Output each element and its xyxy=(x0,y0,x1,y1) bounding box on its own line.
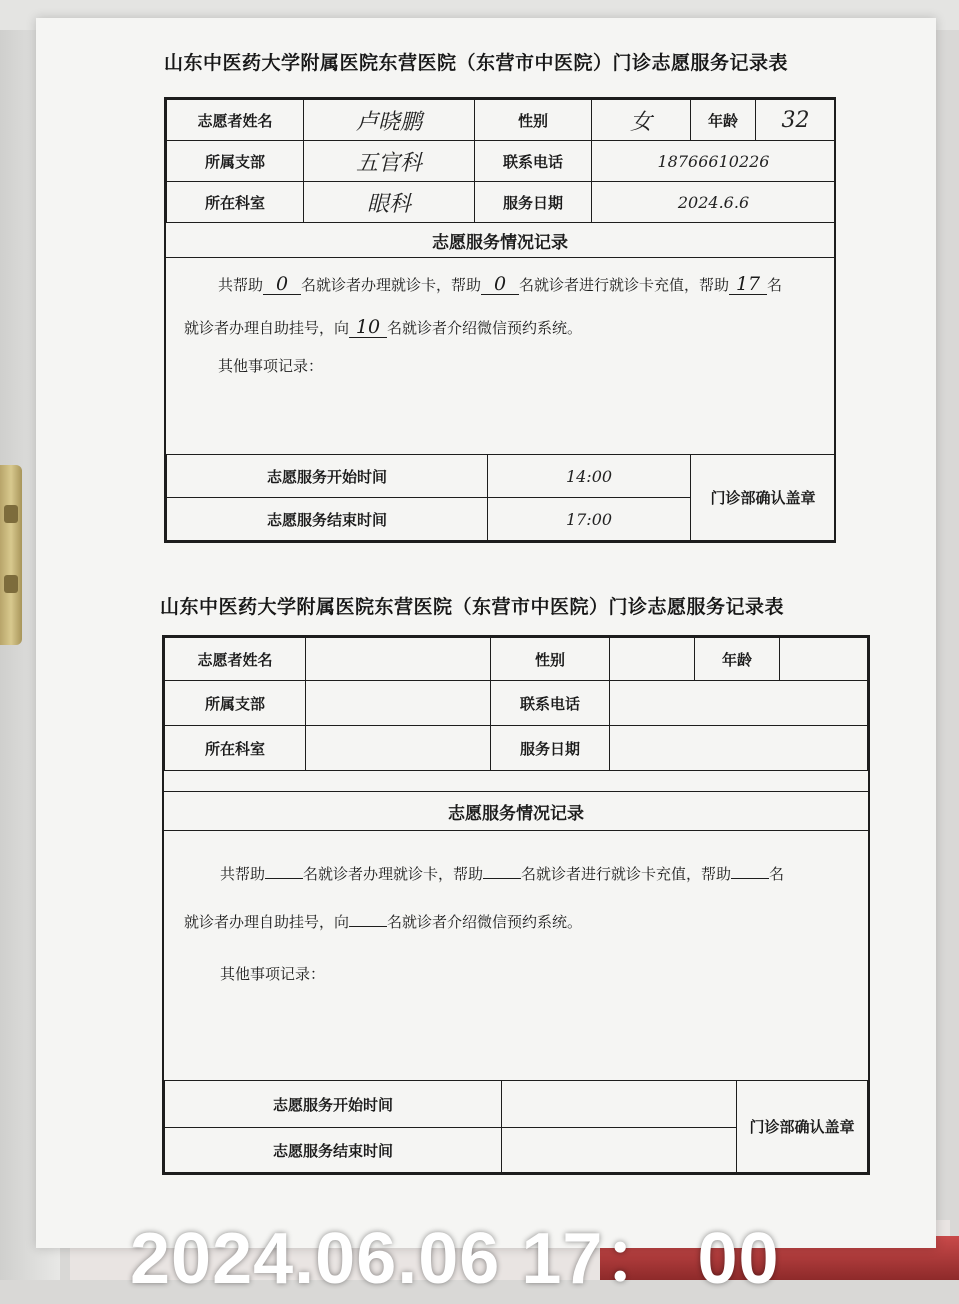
text: 共帮助 xyxy=(218,276,264,294)
form1-cards-blank[interactable]: 0 xyxy=(263,274,301,295)
text: 就诊者办理自助挂号，向 xyxy=(184,913,350,931)
text: 名就诊者介绍微信预约系统。 xyxy=(387,913,583,931)
text: 名就诊者介绍微信预约系统。 xyxy=(387,319,583,337)
form2-end-value[interactable] xyxy=(501,1127,737,1173)
form2-date-value[interactable] xyxy=(609,725,868,771)
form1-branch-label: 所属支部 xyxy=(166,140,304,182)
form1-section-title: 志愿服务情况记录 xyxy=(166,222,834,258)
form1-branch-value[interactable]: 五官科 xyxy=(303,140,475,182)
form1-name-value[interactable]: 卢晓鹏 xyxy=(303,99,475,141)
form2-start-label: 志愿服务开始时间 xyxy=(164,1080,502,1128)
form1-recharge-blank[interactable]: 0 xyxy=(481,274,519,295)
form1-gender-value[interactable]: 女 xyxy=(591,99,691,141)
text: 名就诊者办理就诊卡，帮助 xyxy=(301,276,482,294)
form1-age-label: 年龄 xyxy=(690,99,756,141)
form2-section-title: 志愿服务情况记录 xyxy=(164,791,868,831)
form1 xyxy=(164,97,836,543)
form1-paragraph-1 xyxy=(218,262,782,308)
form2-branch-value[interactable] xyxy=(305,680,491,726)
form2 xyxy=(162,635,870,1175)
text: 共帮助 xyxy=(220,865,266,883)
form2-age-label: 年龄 xyxy=(694,637,780,681)
form1-phone-label: 联系电话 xyxy=(474,140,592,182)
form1-title: 山东中医药大学附属医院东营医院（东营市中医院）门诊志愿服务记录表 xyxy=(164,52,789,74)
form1-date-value[interactable]: 2024.6.6 xyxy=(591,181,836,223)
text: 就诊者办理自助挂号，向 xyxy=(184,319,350,337)
form1-start-value[interactable]: 14:00 xyxy=(487,454,691,498)
form2-recharge-blank[interactable] xyxy=(483,878,521,879)
form2-gender-value[interactable] xyxy=(609,637,695,681)
form2-phone-label: 联系电话 xyxy=(490,680,610,726)
form2-register-blank[interactable] xyxy=(731,878,769,879)
form2-cards-blank[interactable] xyxy=(265,878,303,879)
form2-phone-value[interactable] xyxy=(609,680,868,726)
text: 名 xyxy=(767,276,783,294)
form2-title: 山东中医药大学附属医院东营医院（东营市中医院）门诊志愿服务记录表 xyxy=(160,596,785,618)
form1-other-label: 其他事项记录： xyxy=(218,357,324,375)
form1-age-value[interactable]: 32 xyxy=(755,99,836,141)
text: 名就诊者办理就诊卡，帮助 xyxy=(303,865,484,883)
form1-stamp-box[interactable] xyxy=(690,454,836,541)
form1-end-value[interactable]: 17:00 xyxy=(487,497,691,541)
form1-wechat-blank[interactable]: 10 xyxy=(349,317,387,338)
form2-date-label: 服务日期 xyxy=(490,725,610,771)
form2-other-label: 其他事项记录： xyxy=(220,965,326,983)
form1-gender-label: 性别 xyxy=(474,99,592,141)
form1-name-label: 志愿者姓名 xyxy=(166,99,304,141)
form2-paragraph-1 xyxy=(220,851,784,897)
form2-branch-label: 所属支部 xyxy=(164,680,306,726)
form2-name-label: 志愿者姓名 xyxy=(164,637,306,681)
form1-department-label: 所在科室 xyxy=(166,181,304,223)
form1-start-label: 志愿服务开始时间 xyxy=(166,454,488,498)
form2-paragraph-2 xyxy=(184,899,582,945)
text: 名就诊者进行就诊卡充值，帮助 xyxy=(521,865,732,883)
form1-date-label: 服务日期 xyxy=(474,181,592,223)
form2-age-value[interactable] xyxy=(779,637,868,681)
form2-stamp-box[interactable] xyxy=(736,1080,868,1173)
form2-end-label: 志愿服务结束时间 xyxy=(164,1127,502,1173)
text: 名就诊者进行就诊卡充值，帮助 xyxy=(519,276,730,294)
photo-timestamp: 2024.06.06 17： 00 xyxy=(130,1219,780,1299)
form2-start-value[interactable] xyxy=(501,1080,737,1128)
form1-register-blank[interactable]: 17 xyxy=(729,274,767,295)
binder-clip xyxy=(0,465,22,645)
form2-department-value[interactable] xyxy=(305,725,491,771)
form2-gender-label: 性别 xyxy=(490,637,610,681)
form1-stamp-label: 门诊部确认盖章 xyxy=(710,489,816,507)
form1-end-label: 志愿服务结束时间 xyxy=(166,497,488,541)
form1-department-value[interactable]: 眼科 xyxy=(303,181,475,223)
form2-name-value[interactable] xyxy=(305,637,491,681)
form2-stamp-label: 门诊部确认盖章 xyxy=(749,1118,855,1136)
form1-phone-value[interactable]: 18766610226 xyxy=(591,140,836,182)
form2-wechat-blank[interactable] xyxy=(349,926,387,927)
text: 名 xyxy=(769,865,785,883)
form2-department-label: 所在科室 xyxy=(164,725,306,771)
